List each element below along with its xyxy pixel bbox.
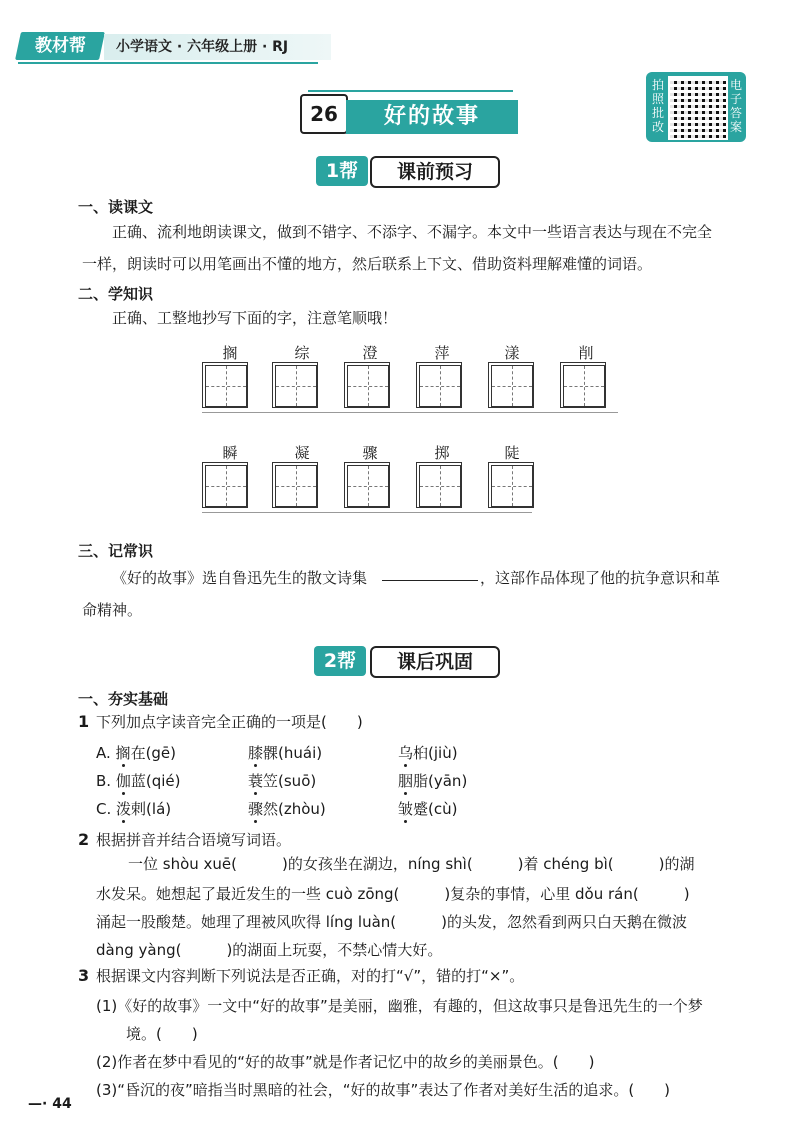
writing-grid[interactable] (560, 362, 606, 408)
q1-option-b[interactable]: B. 伽蓝(qié) (96, 772, 181, 790)
lesson-title: 好的故事 (346, 100, 518, 134)
part3-line1a: 《好的故事》选自鲁迅先生的散文诗集 (112, 569, 368, 587)
copy-char: 漾 (504, 344, 520, 362)
writing-grid[interactable] (272, 462, 318, 508)
part3-line2: 命精神。 (82, 601, 143, 619)
q3-statement-2: (2)作者在梦中看见的“好的故事”就是作者记忆中的故乡的美丽景色。( ) (96, 1053, 595, 1071)
copy-char: 搁 (222, 344, 238, 362)
q1-option-c3: 皱蹙(cù) (398, 800, 458, 818)
writing-grid[interactable] (488, 362, 534, 408)
copy-char: 瞬 (222, 444, 238, 462)
q1-option-b2: 蓑笠(suō) (248, 772, 317, 790)
q2-line2: 水发呆。她想起了最近发生的一些 cuò zōng( )复杂的事情，心里 dǒu rán( ) (96, 885, 690, 903)
q2-line4: dàng yàng( )的湖面上玩耍，不禁心情大好。 (96, 941, 443, 959)
page-number: —· 44 (28, 1096, 72, 1112)
copy-char: 澄 (362, 344, 378, 362)
grid-baseline (202, 512, 532, 513)
header-subject: 小学语文 · 六年级上册 · RJ (104, 34, 331, 60)
q1-text: 下列加点字读音完全正确的一项是( ) (96, 713, 363, 731)
section1-title: 课前预习 (370, 156, 500, 188)
copy-char: 综 (294, 344, 310, 362)
q1-option-b3: 胭脂(yān) (398, 772, 468, 790)
writing-grid[interactable] (344, 462, 390, 508)
q2-text: 根据拼音并结合语境写词语。 (96, 831, 292, 849)
answer-blank[interactable] (382, 580, 478, 581)
copy-char: 凝 (294, 444, 310, 462)
part1-line1: 正确、流利地朗读课文，做到不错字、不添字、不漏字。本文中一些语言表达与现在不完全 (112, 223, 713, 241)
part1-line2: 一样，朗读时可以用笔画出不懂的地方，然后联系上下文、借助资料理解难懂的词语。 (82, 255, 653, 273)
q3-text: 根据课文内容判断下列说法是否正确，对的打“√”，错的打“×”。 (96, 967, 525, 985)
part2-instruction: 正确、工整地抄写下面的字，注意笔顺哦！ (112, 309, 398, 327)
qr-code-icon[interactable] (668, 76, 728, 140)
writing-grid[interactable] (344, 362, 390, 408)
q1-number: 1 (78, 712, 90, 731)
lesson-number: 26 (300, 94, 348, 134)
copy-char: 陡 (504, 444, 520, 462)
header-divider (18, 62, 318, 64)
part1-heading: 一、读课文 (78, 198, 154, 216)
writing-grid[interactable] (416, 462, 462, 508)
copy-char: 骤 (362, 444, 378, 462)
q1-option-a2: 膝髁(huái) (248, 744, 323, 762)
section2-badge: 2帮 (314, 646, 366, 676)
copy-char: 削 (578, 344, 594, 362)
q3-statement-1: (1)《好的故事》一文中“好的故事”是美丽，幽雅，有趣的，但这故事只是鲁迅先生的一个梦 (96, 997, 703, 1015)
part3-line1b: ，这部作品体现了他的抗争意识和革 (480, 569, 721, 587)
q3-statement-3: (3)“昏沉的夜”暗指当时黑暗的社会，“好的故事”表达了作者对美好生活的追求。( ) (96, 1081, 671, 1099)
copy-char: 萍 (434, 344, 450, 362)
writing-grid[interactable] (416, 362, 462, 408)
writing-grid[interactable] (202, 462, 248, 508)
copy-char: 掷 (434, 444, 450, 462)
part2-heading: 二、学知识 (78, 285, 154, 303)
qr-left-label: 拍照批改 (651, 78, 664, 134)
q3-number: 3 (78, 966, 90, 985)
grid-baseline (202, 412, 618, 413)
q1-option-a3: 乌桕(jiù) (398, 744, 458, 762)
q1-option-c[interactable]: C. 泼剌(lá) (96, 800, 172, 818)
writing-grid[interactable] (202, 362, 248, 408)
q2-number: 2 (78, 830, 90, 849)
title-decoration (308, 90, 513, 92)
section2-title: 课后巩固 (370, 646, 500, 678)
q1-option-c2: 骤然(zhòu) (248, 800, 326, 818)
consolidate-heading: 一、夯实基础 (78, 690, 169, 708)
writing-grid[interactable] (488, 462, 534, 508)
header-tag: 教材帮 (15, 32, 105, 60)
q3-statement-1-cont: 境。( ) (126, 1025, 198, 1043)
q2-line3: 涌起一股酸楚。她理了理被风吹得 líng luàn( )的头发，忽然看到两只白天鹅在微波 (96, 913, 687, 931)
qr-right-label: 电子答案 (729, 78, 742, 134)
q2-line1: 一位 shòu xuē( )的女孩坐在湖边，níng shì( )着 chéng bì( )的湖 (128, 855, 695, 873)
section1-badge: 1帮 (316, 156, 368, 186)
writing-grid[interactable] (272, 362, 318, 408)
part3-heading: 三、记常识 (78, 542, 154, 560)
q1-option-a[interactable]: A. 搁在(gē) (96, 744, 177, 762)
